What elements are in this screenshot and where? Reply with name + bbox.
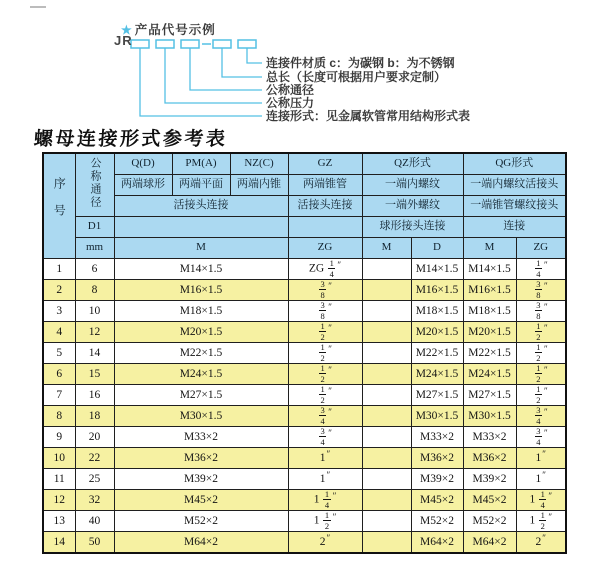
cell-dn: 6: [75, 259, 114, 280]
table-row: [43, 427, 566, 448]
cell-seq: 13: [43, 511, 75, 532]
code-label-length: 总长（长度可根据用户要求定制）: [266, 69, 447, 84]
code-box: [181, 40, 199, 48]
cell-seq: 2: [43, 280, 75, 301]
cell-qz-m: [362, 448, 411, 469]
cell-qz-d: M45×2: [411, 490, 463, 511]
cell-qg-m: M20×1.5: [463, 322, 516, 343]
header-qg-m: M: [463, 238, 516, 259]
cell-dn: 14: [75, 343, 114, 364]
cell-qg-m: M45×2: [463, 490, 516, 511]
cell-qz-m: [362, 511, 411, 532]
header-col-q: Q(D): [114, 153, 172, 175]
header-zg: ZG: [288, 238, 362, 259]
header-empty-gz: [288, 217, 362, 238]
cell-qg-zg: $\frac{1}{2}$ ″: [516, 322, 566, 343]
cell-dn: 15: [75, 364, 114, 385]
connector-line: [190, 48, 262, 90]
cell-zg: $\frac{3}{8}$ ″: [288, 280, 362, 301]
cell-qz-d: M22×1.5: [411, 343, 463, 364]
cell-dn: 20: [75, 427, 114, 448]
star-icon: ★: [121, 23, 133, 37]
cell-seq: 1: [43, 259, 75, 280]
cell-seq: 4: [43, 322, 75, 343]
cell-zg: $\frac{1}{2}$ ″: [288, 364, 362, 385]
cell-qg-m: M18×1.5: [463, 301, 516, 322]
cell-qg-m: M33×2: [463, 427, 516, 448]
header-d1: D1: [75, 217, 114, 238]
header-pm-desc: 两端平面: [172, 175, 230, 196]
cell-qg-zg: $\frac{1}{4}$ ″: [516, 259, 566, 280]
header-col-qz: QZ形式: [362, 153, 463, 175]
header-col-pm: PM(A): [172, 153, 230, 175]
cell-zg: $\frac{3}{8}$ ″: [288, 301, 362, 322]
code-box: [213, 40, 231, 48]
cell-m: M20×1.5: [114, 322, 288, 343]
header-q-desc: 两端球形: [114, 175, 172, 196]
cell-qg-m: M64×2: [463, 532, 516, 554]
code-label-pressure: 公称压力: [266, 95, 315, 110]
cell-qg-m: M22×1.5: [463, 343, 516, 364]
cell-qz-m: [362, 427, 411, 448]
cell-qz-d: M24×1.5: [411, 364, 463, 385]
cell-qz-d: M36×2: [411, 448, 463, 469]
header-nominal-diameter: 公称通径: [75, 153, 114, 217]
nut-connection-table: [42, 152, 567, 554]
cell-seq: 11: [43, 469, 75, 490]
header-qz-connection: 球形接头连接: [362, 217, 463, 238]
header-seq: 序号: [43, 153, 75, 259]
cell-qg-m: M14×1.5: [463, 259, 516, 280]
header-qg-desc2: 一端锥管螺纹接头: [463, 196, 566, 217]
cell-qz-d: M52×2: [411, 511, 463, 532]
cell-zg: 1″: [288, 469, 362, 490]
cell-qz-m: [362, 469, 411, 490]
cell-m: M36×2: [114, 448, 288, 469]
cell-qz-m: [362, 490, 411, 511]
cell-m: M45×2: [114, 490, 288, 511]
cell-zg: ZG $\frac{1}{4}$ ″: [288, 259, 362, 280]
cell-zg: 1″: [288, 448, 362, 469]
cell-qg-zg: $\frac{3}{4}$ ″: [516, 427, 566, 448]
cell-m: M18×1.5: [114, 301, 288, 322]
cell-m: M39×2: [114, 469, 288, 490]
cell-qg-zg: $\frac{3}{8}$ ″: [516, 301, 566, 322]
cell-m: M30×1.5: [114, 406, 288, 427]
cell-qz-d: M18×1.5: [411, 301, 463, 322]
cell-qg-zg: 1″: [516, 469, 566, 490]
cell-m: M14×1.5: [114, 259, 288, 280]
table-row: [43, 490, 566, 511]
cell-qz-m: [362, 301, 411, 322]
table-row: [43, 280, 566, 301]
cell-dn: 40: [75, 511, 114, 532]
table-row: [43, 406, 566, 427]
cell-qz-m: [362, 406, 411, 427]
cell-m: M27×1.5: [114, 385, 288, 406]
cell-qz-m: [362, 532, 411, 554]
cell-dn: 50: [75, 532, 114, 554]
cell-qg-m: M16×1.5: [463, 280, 516, 301]
cell-qg-m: M39×2: [463, 469, 516, 490]
table-row: [43, 343, 566, 364]
cell-m: M16×1.5: [114, 280, 288, 301]
cell-seq: 6: [43, 364, 75, 385]
cell-qg-zg: $\frac{3}{4}$ ″: [516, 406, 566, 427]
header-empty-left: [114, 217, 288, 238]
cell-zg: $\frac{3}{4}$ ″: [288, 406, 362, 427]
cell-seq: 3: [43, 301, 75, 322]
code-box: [238, 40, 256, 48]
cell-qg-m: M36×2: [463, 448, 516, 469]
header-m: M: [114, 238, 288, 259]
cell-seq: 7: [43, 385, 75, 406]
cell-qz-m: [362, 364, 411, 385]
cell-qz-m: [362, 343, 411, 364]
code-box: [156, 40, 174, 48]
cell-zg: 1 $\frac{1}{4}$ ″: [288, 490, 362, 511]
table-row: [43, 385, 566, 406]
cell-zg: $\frac{3}{4}$ ″: [288, 427, 362, 448]
table-body: [43, 259, 566, 554]
cell-qg-m: M27×1.5: [463, 385, 516, 406]
cell-zg: $\frac{1}{2}$ ″: [288, 343, 362, 364]
cell-qz-d: M39×2: [411, 469, 463, 490]
header-qg-desc1: 一端内螺纹活接头: [463, 175, 566, 196]
cell-seq: 9: [43, 427, 75, 448]
cell-qg-zg: 1″: [516, 448, 566, 469]
cell-m: M22×1.5: [114, 343, 288, 364]
cell-zg: 2″: [288, 532, 362, 554]
table-row: [43, 532, 566, 554]
header-gz-desc: 两端锥管: [288, 175, 362, 196]
header-qg-connection: 连接: [463, 217, 566, 238]
cell-dn: 8: [75, 280, 114, 301]
header-union-connection: 活接头连接: [114, 196, 288, 217]
cell-zg: $\frac{1}{2}$ ″: [288, 322, 362, 343]
cell-dn: 12: [75, 322, 114, 343]
header-gz-connection: 活接头连接: [288, 196, 362, 217]
cell-qg-zg: $\frac{1}{2}$ ″: [516, 343, 566, 364]
cell-qz-d: M30×1.5: [411, 406, 463, 427]
cell-qg-zg: $\frac{1}{2}$ ″: [516, 385, 566, 406]
code-label-connection: 连接形式：见金属软管常用结构形式表: [266, 108, 471, 123]
cell-seq: 10: [43, 448, 75, 469]
header-mm: mm: [75, 238, 114, 259]
cell-dn: 22: [75, 448, 114, 469]
cell-qz-d: M14×1.5: [411, 259, 463, 280]
header-qz-m: M: [362, 238, 411, 259]
cell-dn: 25: [75, 469, 114, 490]
code-prefix: JR: [114, 33, 133, 48]
table-row: [43, 322, 566, 343]
cell-qz-m: [362, 280, 411, 301]
diagram-heading: [121, 20, 216, 38]
cell-qg-zg: $\frac{3}{8}$ ″: [516, 280, 566, 301]
cell-qg-m: M30×1.5: [463, 406, 516, 427]
cell-seq: 8: [43, 406, 75, 427]
header-nz-desc: 两端内锥: [230, 175, 288, 196]
cell-m: M52×2: [114, 511, 288, 532]
cell-qz-m: [362, 385, 411, 406]
table-header: [43, 153, 566, 259]
cell-qz-d: M27×1.5: [411, 385, 463, 406]
diagram-heading-text: 产品代号示例: [134, 23, 216, 37]
cell-dn: 10: [75, 301, 114, 322]
table-row: [43, 448, 566, 469]
table-row: [43, 469, 566, 490]
cell-qg-zg: 1 $\frac{1}{4}$ ″: [516, 490, 566, 511]
cell-qz-d: M64×2: [411, 532, 463, 554]
cell-seq: 5: [43, 343, 75, 364]
cell-qg-zg: 2″: [516, 532, 566, 554]
header-qg-zg: ZG: [516, 238, 566, 259]
cell-qz-d: M16×1.5: [411, 280, 463, 301]
table-row: [43, 511, 566, 532]
code-label-material: 连接件材质 c：为碳钢 b：为不锈钢: [266, 55, 455, 70]
header-qz-desc2: 一端外螺纹: [362, 196, 463, 217]
cell-seq: 12: [43, 490, 75, 511]
header-col-qg: QG形式: [463, 153, 566, 175]
header-qz-desc1: 一端内螺纹: [362, 175, 463, 196]
header-col-gz: GZ: [288, 153, 362, 175]
table-title: 螺母连接形式参考表: [33, 128, 229, 150]
code-box: [131, 40, 149, 48]
table-row: [43, 301, 566, 322]
cell-dn: 18: [75, 406, 114, 427]
table-row: [43, 259, 566, 280]
cell-m: M24×1.5: [114, 364, 288, 385]
cell-m: M33×2: [114, 427, 288, 448]
cell-qz-d: M20×1.5: [411, 322, 463, 343]
cell-dn: 32: [75, 490, 114, 511]
cell-qg-m: M24×1.5: [463, 364, 516, 385]
cell-m: M64×2: [114, 532, 288, 554]
cell-zg: 1 $\frac{1}{2}$ ″: [288, 511, 362, 532]
header-qz-d: D: [411, 238, 463, 259]
cell-qz-m: [362, 259, 411, 280]
cell-qz-m: [362, 322, 411, 343]
connector-line: [140, 48, 262, 116]
connector-line: [247, 48, 262, 63]
table-row: [43, 364, 566, 385]
cell-zg: $\frac{1}{2}$ ″: [288, 385, 362, 406]
header-col-nz: NZ(C): [230, 153, 288, 175]
cell-qg-zg: $\frac{1}{2}$ ″: [516, 364, 566, 385]
cell-qg-m: M52×2: [463, 511, 516, 532]
cell-qz-d: M33×2: [411, 427, 463, 448]
cell-qg-zg: 1 $\frac{1}{2}$ ″: [516, 511, 566, 532]
cell-seq: 14: [43, 532, 75, 554]
code-label-diameter: 公称通径: [266, 82, 315, 97]
cell-dn: 16: [75, 385, 114, 406]
